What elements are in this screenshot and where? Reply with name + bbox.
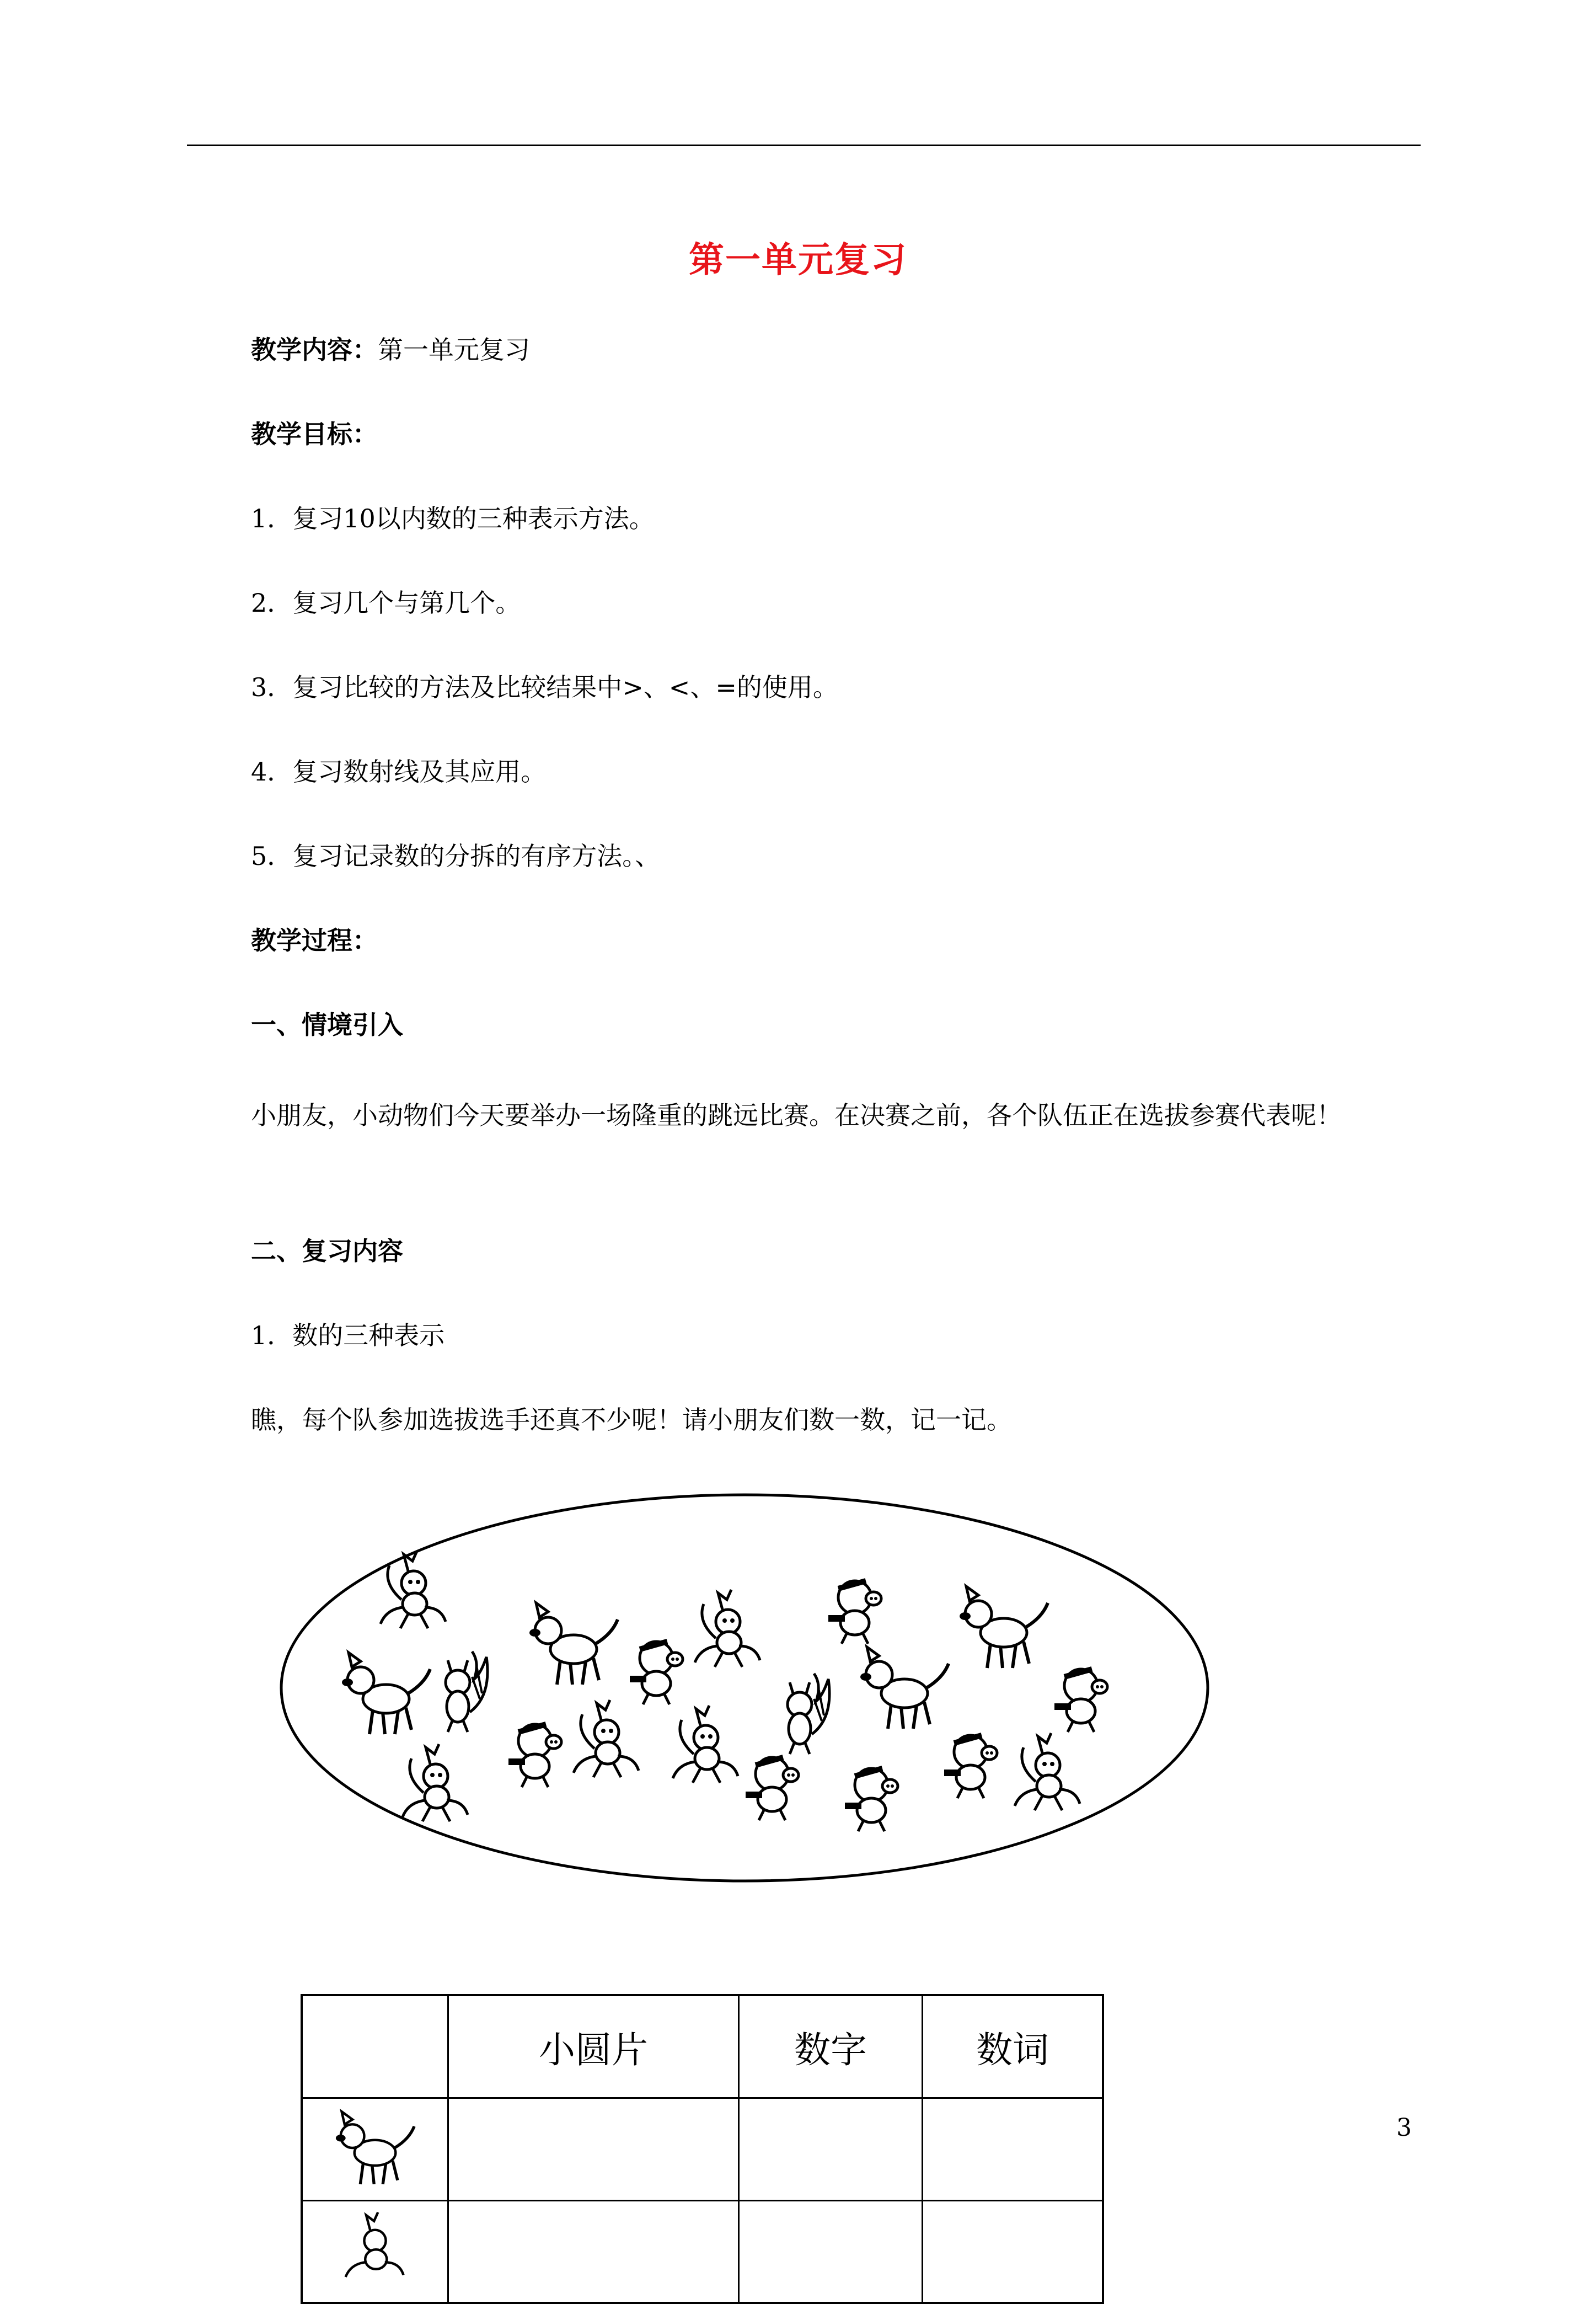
monkey-icon (325, 2206, 425, 2295)
goal-item-5: 5．复习记录数的分拆的有序方法。、 (251, 841, 661, 871)
monkey-icon (403, 1744, 468, 1821)
content-line (251, 333, 530, 366)
pig-icon (746, 1757, 799, 1820)
table-cell[interactable] (448, 2200, 739, 2303)
pig-icon (944, 1735, 997, 1798)
monkey-icon (673, 1706, 738, 1783)
page-title: 第一单元复习 (689, 240, 907, 281)
table-cell[interactable] (448, 2098, 739, 2200)
dog-icon (860, 1647, 949, 1729)
pig-icon (1054, 1669, 1107, 1732)
section2-heading: 二、复习内容 (251, 1236, 403, 1266)
table-cell[interactable] (739, 2200, 923, 2303)
monkey-icon (695, 1590, 760, 1667)
monkey-icon (574, 1700, 639, 1777)
content-label: 教学内容： (251, 335, 378, 365)
squirrel-icon (446, 1651, 488, 1732)
row-icon-cell (302, 2200, 448, 2303)
table-row (302, 2098, 1103, 2200)
header-cell (739, 1995, 923, 2098)
table-cell[interactable] (923, 2200, 1104, 2303)
monkey-icon (1015, 1733, 1080, 1810)
pig-icon (508, 1724, 561, 1787)
dog-icon (529, 1603, 618, 1685)
content-value: 第一单元复习 (378, 335, 530, 365)
goals-label: 教学目标： (251, 419, 378, 449)
table-row (302, 2200, 1103, 2303)
table-cell[interactable] (739, 2098, 923, 2200)
section1-heading: 一、情境引入 (251, 1010, 403, 1040)
goal-item-2: 2．复习几个与第几个。 (251, 588, 521, 618)
header-digits: 数字 (794, 2028, 867, 2071)
pig-icon (630, 1642, 683, 1704)
dog-icon (960, 1586, 1048, 1668)
goal-item-4: 4．复习数射线及其应用。 (251, 757, 547, 787)
process-label: 教学过程： (251, 926, 378, 955)
header-cell (923, 1995, 1104, 2098)
row-icon-cell (302, 2098, 448, 2200)
header-circles: 小圆片 (539, 2028, 648, 2071)
pig-icon (828, 1581, 881, 1644)
header-empty-cell (302, 1995, 448, 2098)
header-cell (448, 1995, 739, 2098)
dog-icon (325, 2104, 425, 2192)
item1-text: 瞧，每个队参加选拔选手还真不少呢！请小朋友们数一数，记一记。 (251, 1405, 1012, 1435)
header-words: 数词 (976, 2028, 1049, 2071)
pig-icon (845, 1768, 898, 1831)
goal-item-3: 3．复习比较的方法及比较结果中>、<、=的使用。 (251, 672, 838, 702)
goal-item-1: 1．复习10以内数的三种表示方法。 (251, 504, 655, 533)
page-number: 3 (1396, 2114, 1412, 2142)
table-header-row (302, 1995, 1103, 2098)
header-rule (187, 145, 1421, 146)
item1-heading: 1．数的三种表示 (251, 1321, 445, 1350)
squirrel-icon (788, 1674, 829, 1754)
table-cell[interactable] (923, 2098, 1104, 2200)
animal-illustration (276, 1489, 1213, 1889)
dog-icon (342, 1653, 430, 1734)
section1-paragraph: 小朋友，小动物们今天要举办一场隆重的跳远比赛。在决赛之前，各个队伍正在选拔参赛代表呢！ (251, 1100, 1342, 1130)
